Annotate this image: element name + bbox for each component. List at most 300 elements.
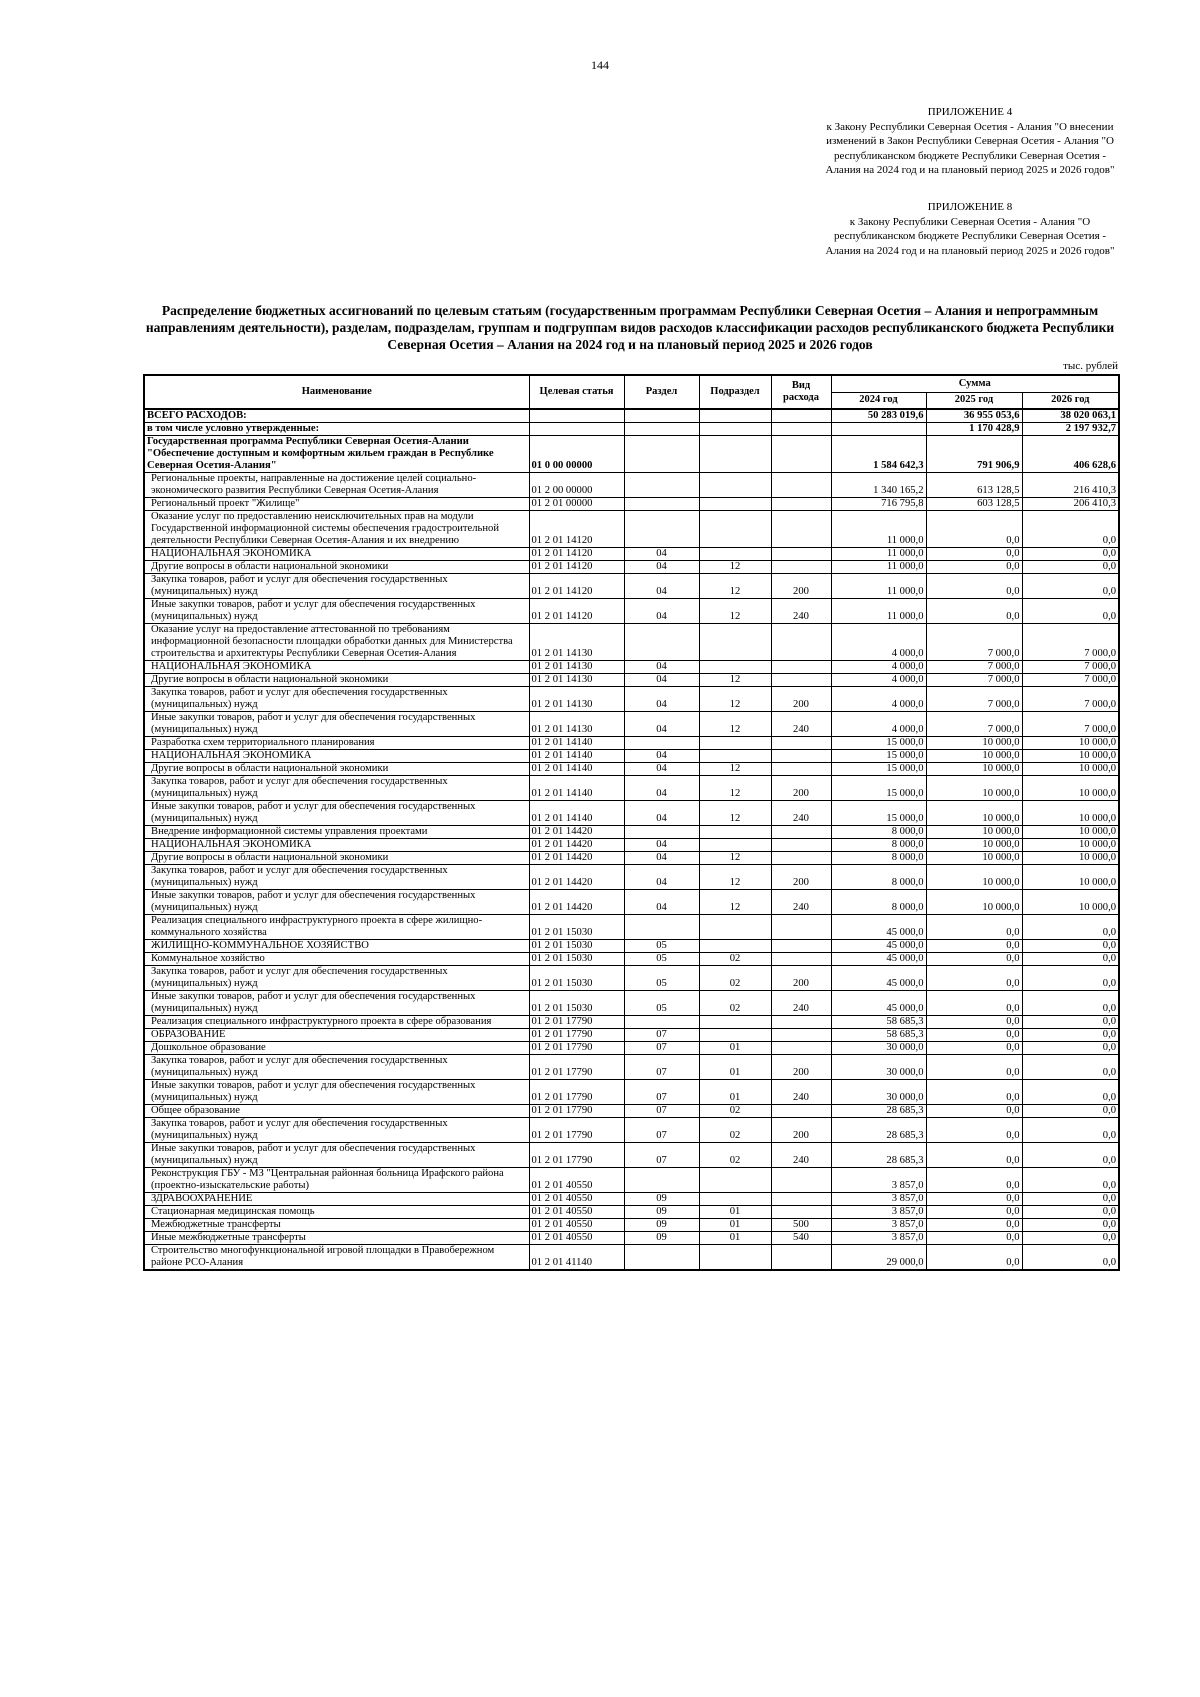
row-sum-2025: 10 000,0 — [926, 839, 1022, 852]
row-target-code: 01 2 01 17790 — [529, 1016, 624, 1029]
row-subsection: 01 — [699, 1042, 771, 1055]
table-row — [144, 548, 1119, 561]
table-row — [144, 750, 1119, 763]
budget-table — [143, 374, 1120, 1271]
row-subsection — [699, 498, 771, 511]
row-sum-2025: 603 128,5 — [926, 498, 1022, 511]
row-target-code: 01 2 01 40550 — [529, 1232, 624, 1245]
row-section: 04 — [624, 776, 699, 801]
row-sum-2024: 45 000,0 — [831, 915, 926, 940]
row-section: 04 — [624, 763, 699, 776]
header-name: Наименование — [144, 375, 529, 409]
row-sum-2026: 10 000,0 — [1022, 737, 1119, 750]
row-sum-2024: 11 000,0 — [831, 599, 926, 624]
row-target-code: 01 2 01 14420 — [529, 865, 624, 890]
row-sum-2025: 0,0 — [926, 940, 1022, 953]
row-kind: 240 — [771, 991, 831, 1016]
row-sum-2026: 0,0 — [1022, 1193, 1119, 1206]
header-section: Раздел — [624, 375, 699, 409]
table-header — [144, 375, 1119, 409]
row-kind — [771, 1016, 831, 1029]
table-row — [144, 1143, 1119, 1168]
table-row — [144, 826, 1119, 839]
row-sum-2024: 11 000,0 — [831, 511, 926, 548]
row-sum-2026: 0,0 — [1022, 1118, 1119, 1143]
row-sum-2024: 28 685,3 — [831, 1118, 926, 1143]
row-subsection — [699, 1245, 771, 1271]
table-row — [144, 865, 1119, 890]
row-sum-2026: 406 628,6 — [1022, 436, 1119, 473]
row-subsection: 02 — [699, 953, 771, 966]
row-subsection: 12 — [699, 890, 771, 915]
row-section: 07 — [624, 1029, 699, 1042]
row-name: Закупка товаров, работ и услуг для обеспечения государственных (муниципальных) нужд — [144, 865, 529, 890]
table-row — [144, 966, 1119, 991]
row-target-code: 01 2 01 17790 — [529, 1029, 624, 1042]
table-row — [144, 687, 1119, 712]
row-target-code: 01 2 01 40550 — [529, 1219, 624, 1232]
row-target-code: 01 0 00 00000 — [529, 436, 624, 473]
row-sum-2025: 7 000,0 — [926, 624, 1022, 661]
row-kind — [771, 826, 831, 839]
row-sum-2024: 3 857,0 — [831, 1219, 926, 1232]
row-sum-2024: 8 000,0 — [831, 890, 926, 915]
row-sum-2025: 0,0 — [926, 1118, 1022, 1143]
row-name: ЗДРАВООХРАНЕНИЕ — [144, 1193, 529, 1206]
table-row — [144, 498, 1119, 511]
row-sum-2024 — [831, 423, 926, 436]
row-subsection — [699, 839, 771, 852]
row-sum-2024: 45 000,0 — [831, 953, 926, 966]
row-name: Реконструкция ГБУ - МЗ "Центральная районная больница Ирафского района (проектно-изыскательские работы) — [144, 1168, 529, 1193]
row-sum-2026: 0,0 — [1022, 1143, 1119, 1168]
table-row — [144, 599, 1119, 624]
row-target-code: 01 2 01 14120 — [529, 548, 624, 561]
row-name: Иные межбюджетные трансферты — [144, 1232, 529, 1245]
row-sum-2025: 36 955 053,6 — [926, 409, 1022, 423]
row-kind: 240 — [771, 1143, 831, 1168]
header-target: Целевая статья — [529, 375, 624, 409]
row-sum-2025: 7 000,0 — [926, 687, 1022, 712]
row-sum-2026: 0,0 — [1022, 1016, 1119, 1029]
row-section: 07 — [624, 1042, 699, 1055]
row-subsection: 12 — [699, 801, 771, 826]
row-section: 09 — [624, 1193, 699, 1206]
row-subsection: 01 — [699, 1219, 771, 1232]
row-sum-2024: 8 000,0 — [831, 839, 926, 852]
row-sum-2026: 0,0 — [1022, 1168, 1119, 1193]
row-sum-2025: 0,0 — [926, 1143, 1022, 1168]
row-sum-2026: 0,0 — [1022, 1042, 1119, 1055]
table-row — [144, 852, 1119, 865]
row-name: Дошкольное образование — [144, 1042, 529, 1055]
row-sum-2024: 28 685,3 — [831, 1105, 926, 1118]
row-sum-2026: 0,0 — [1022, 991, 1119, 1016]
row-subsection: 02 — [699, 1143, 771, 1168]
row-sum-2025: 0,0 — [926, 1232, 1022, 1245]
row-sum-2026: 0,0 — [1022, 1029, 1119, 1042]
table-row — [144, 661, 1119, 674]
row-subsection: 12 — [699, 852, 771, 865]
row-name: Другие вопросы в области национальной экономики — [144, 852, 529, 865]
row-section: 04 — [624, 687, 699, 712]
row-subsection: 12 — [699, 712, 771, 737]
row-kind: 200 — [771, 966, 831, 991]
row-kind: 540 — [771, 1232, 831, 1245]
row-target-code: 01 2 01 14120 — [529, 561, 624, 574]
row-subsection: 12 — [699, 687, 771, 712]
row-section — [624, 737, 699, 750]
row-section: 07 — [624, 1143, 699, 1168]
row-subsection — [699, 548, 771, 561]
row-kind: 240 — [771, 890, 831, 915]
row-sum-2026: 10 000,0 — [1022, 852, 1119, 865]
table-row — [144, 1193, 1119, 1206]
row-sum-2025: 10 000,0 — [926, 750, 1022, 763]
row-kind — [771, 1029, 831, 1042]
table-row — [144, 1016, 1119, 1029]
row-sum-2026: 0,0 — [1022, 1055, 1119, 1080]
row-target-code: 01 2 01 14130 — [529, 674, 624, 687]
table-row — [144, 1080, 1119, 1105]
row-sum-2026: 0,0 — [1022, 561, 1119, 574]
row-name: ОБРАЗОВАНИЕ — [144, 1029, 529, 1042]
row-name: Реализация специального инфраструктурного проекта в сфере жилищно-коммунального хозяйства — [144, 915, 529, 940]
row-kind — [771, 1042, 831, 1055]
row-name: Иные закупки товаров, работ и услуг для обеспечения государственных (муниципальных) нужд — [144, 1080, 529, 1105]
row-subsection — [699, 737, 771, 750]
appendix-8-block — [820, 200, 1120, 258]
row-kind — [771, 423, 831, 436]
row-sum-2025: 791 906,9 — [926, 436, 1022, 473]
table-row — [144, 423, 1119, 436]
row-target-code: 01 2 01 40550 — [529, 1206, 624, 1219]
row-sum-2024: 15 000,0 — [831, 737, 926, 750]
row-sum-2024: 4 000,0 — [831, 674, 926, 687]
row-kind — [771, 409, 831, 423]
row-section: 07 — [624, 1105, 699, 1118]
row-sum-2024: 30 000,0 — [831, 1055, 926, 1080]
header-2025: 2025 год — [926, 392, 1022, 409]
row-name: Внедрение информационной системы управления проектами — [144, 826, 529, 839]
row-sum-2026: 0,0 — [1022, 1232, 1119, 1245]
row-kind — [771, 561, 831, 574]
row-sum-2024: 8 000,0 — [831, 826, 926, 839]
row-subsection: 12 — [699, 763, 771, 776]
row-sum-2026: 38 020 063,1 — [1022, 409, 1119, 423]
row-kind — [771, 750, 831, 763]
row-target-code: 01 2 01 14120 — [529, 511, 624, 548]
row-target-code: 01 2 01 14130 — [529, 661, 624, 674]
row-target-code: 01 2 01 15030 — [529, 991, 624, 1016]
row-target-code: 01 2 01 14140 — [529, 737, 624, 750]
row-name: Коммунальное хозяйство — [144, 953, 529, 966]
row-kind — [771, 511, 831, 548]
row-section — [624, 409, 699, 423]
row-sum-2026: 0,0 — [1022, 548, 1119, 561]
row-kind — [771, 1193, 831, 1206]
row-kind — [771, 498, 831, 511]
row-target-code: 01 2 01 15030 — [529, 953, 624, 966]
row-kind — [771, 940, 831, 953]
row-name: Иные закупки товаров, работ и услуг для обеспечения государственных (муниципальных) нужд — [144, 712, 529, 737]
table-row — [144, 674, 1119, 687]
row-section: 04 — [624, 712, 699, 737]
row-name: Общее образование — [144, 1105, 529, 1118]
row-subsection — [699, 1193, 771, 1206]
row-sum-2025: 0,0 — [926, 574, 1022, 599]
row-sum-2024: 15 000,0 — [831, 763, 926, 776]
table-row — [144, 890, 1119, 915]
table-row — [144, 511, 1119, 548]
row-section: 04 — [624, 865, 699, 890]
row-section: 04 — [624, 839, 699, 852]
table-row — [144, 1042, 1119, 1055]
row-sum-2024: 11 000,0 — [831, 561, 926, 574]
row-sum-2026: 10 000,0 — [1022, 750, 1119, 763]
row-section: 04 — [624, 890, 699, 915]
row-sum-2025: 0,0 — [926, 1168, 1022, 1193]
row-sum-2025: 613 128,5 — [926, 473, 1022, 498]
row-sum-2026: 0,0 — [1022, 915, 1119, 940]
table-row — [144, 1118, 1119, 1143]
row-sum-2024: 4 000,0 — [831, 687, 926, 712]
row-target-code: 01 2 01 14420 — [529, 839, 624, 852]
row-subsection: 12 — [699, 776, 771, 801]
row-subsection: 12 — [699, 599, 771, 624]
row-sum-2025: 0,0 — [926, 1055, 1022, 1080]
row-sum-2024: 29 000,0 — [831, 1245, 926, 1271]
row-subsection: 01 — [699, 1232, 771, 1245]
table-row — [144, 776, 1119, 801]
row-name: Иные закупки товаров, работ и услуг для обеспечения государственных (муниципальных) нужд — [144, 599, 529, 624]
row-subsection — [699, 750, 771, 763]
row-name: Иные закупки товаров, работ и услуг для обеспечения государственных (муниципальных) нужд — [144, 890, 529, 915]
row-sum-2024: 3 857,0 — [831, 1168, 926, 1193]
row-sum-2026: 0,0 — [1022, 1219, 1119, 1232]
row-sum-2024: 50 283 019,6 — [831, 409, 926, 423]
row-sum-2024: 4 000,0 — [831, 624, 926, 661]
table-row — [144, 1219, 1119, 1232]
row-subsection — [699, 1168, 771, 1193]
row-sum-2024: 11 000,0 — [831, 548, 926, 561]
row-name: Оказание услуг по предоставлению неисключительных прав на модули Государственной информационной системы обеспечения градостроительной деятельности Республики Северная Осетия-Алания и их внедрению — [144, 511, 529, 548]
row-target-code: 01 2 01 15030 — [529, 940, 624, 953]
row-target-code: 01 2 01 14120 — [529, 599, 624, 624]
row-sum-2024: 15 000,0 — [831, 801, 926, 826]
row-name: Межбюджетные трансферты — [144, 1219, 529, 1232]
row-sum-2024: 28 685,3 — [831, 1143, 926, 1168]
row-target-code — [529, 409, 624, 423]
row-sum-2026: 206 410,3 — [1022, 498, 1119, 511]
row-kind — [771, 624, 831, 661]
row-kind: 200 — [771, 776, 831, 801]
row-sum-2024: 1 584 642,3 — [831, 436, 926, 473]
appendix-4-block — [820, 105, 1120, 178]
row-kind: 200 — [771, 1055, 831, 1080]
row-name: Иные закупки товаров, работ и услуг для обеспечения государственных (муниципальных) нужд — [144, 991, 529, 1016]
row-target-code: 01 2 01 41140 — [529, 1245, 624, 1271]
row-name: Другие вопросы в области национальной экономики — [144, 763, 529, 776]
row-sum-2024: 45 000,0 — [831, 991, 926, 1016]
row-sum-2025: 7 000,0 — [926, 674, 1022, 687]
row-kind — [771, 1206, 831, 1219]
header-2026: 2026 год — [1022, 392, 1119, 409]
row-name: Закупка товаров, работ и услуг для обеспечения государственных (муниципальных) нужд — [144, 1055, 529, 1080]
row-target-code: 01 2 01 14130 — [529, 687, 624, 712]
table-row — [144, 839, 1119, 852]
row-kind: 500 — [771, 1219, 831, 1232]
appendix-4-text: к Закону Республики Северная Осетия - Алания "О внесении изменений в Закон Республики Северная Осетия - Алания "О республиканском бюджете Республики Северная Осетия - Алания на 2024 год и на плановый период 2025 и 2026 годов" — [825, 120, 1115, 176]
row-target-code — [529, 423, 624, 436]
row-sum-2026: 0,0 — [1022, 511, 1119, 548]
row-subsection — [699, 915, 771, 940]
row-name: Разработка схем территориального планирования — [144, 737, 529, 750]
row-section: 09 — [624, 1219, 699, 1232]
row-kind: 200 — [771, 865, 831, 890]
row-subsection — [699, 473, 771, 498]
row-sum-2026: 0,0 — [1022, 1105, 1119, 1118]
row-target-code: 01 2 01 14120 — [529, 574, 624, 599]
row-section: 04 — [624, 574, 699, 599]
row-sum-2026: 7 000,0 — [1022, 674, 1119, 687]
row-subsection — [699, 1016, 771, 1029]
row-sum-2024: 1 340 165,2 — [831, 473, 926, 498]
row-kind: 240 — [771, 1080, 831, 1105]
row-sum-2026: 7 000,0 — [1022, 661, 1119, 674]
row-sum-2024: 45 000,0 — [831, 940, 926, 953]
table-row — [144, 915, 1119, 940]
row-sum-2026: 0,0 — [1022, 1206, 1119, 1219]
row-section — [624, 624, 699, 661]
row-sum-2025: 0,0 — [926, 1193, 1022, 1206]
row-sum-2025: 0,0 — [926, 561, 1022, 574]
appendix-4-title: ПРИЛОЖЕНИЕ 4 — [927, 106, 1013, 118]
appendix-8-text: к Закону Республики Северная Осетия - Алания "О республиканском бюджете Республики Северная Осетия - Алания на 2024 год и на плановый период 2025 и 2026 годов" — [825, 215, 1115, 257]
row-name: Другие вопросы в области национальной экономики — [144, 674, 529, 687]
row-section: 04 — [624, 548, 699, 561]
row-name: НАЦИОНАЛЬНАЯ ЭКОНОМИКА — [144, 750, 529, 763]
row-sum-2026: 216 410,3 — [1022, 473, 1119, 498]
table-row — [144, 737, 1119, 750]
row-kind — [771, 436, 831, 473]
row-kind — [771, 1245, 831, 1271]
table-row — [144, 801, 1119, 826]
row-name: Строительство многофункциональной игровой площадки в Правобережном районе РСО-Алания — [144, 1245, 529, 1271]
row-sum-2024: 3 857,0 — [831, 1193, 926, 1206]
row-section: 04 — [624, 674, 699, 687]
row-kind — [771, 1168, 831, 1193]
table-row — [144, 1055, 1119, 1080]
row-target-code: 01 2 01 14140 — [529, 750, 624, 763]
row-sum-2026: 10 000,0 — [1022, 763, 1119, 776]
row-kind — [771, 852, 831, 865]
row-sum-2025: 0,0 — [926, 599, 1022, 624]
row-name: Закупка товаров, работ и услуг для обеспечения государственных (муниципальных) нужд — [144, 687, 529, 712]
row-kind: 240 — [771, 599, 831, 624]
row-sum-2024: 4 000,0 — [831, 661, 926, 674]
row-subsection — [699, 940, 771, 953]
row-target-code: 01 2 01 14420 — [529, 890, 624, 915]
header-sum: Сумма — [831, 375, 1119, 392]
row-section: 09 — [624, 1206, 699, 1219]
table-row — [144, 1245, 1119, 1271]
row-subsection — [699, 423, 771, 436]
row-sum-2026: 7 000,0 — [1022, 712, 1119, 737]
row-subsection: 02 — [699, 991, 771, 1016]
row-target-code: 01 2 01 14140 — [529, 776, 624, 801]
row-kind — [771, 1105, 831, 1118]
row-sum-2025: 0,0 — [926, 1105, 1022, 1118]
row-name: Закупка товаров, работ и услуг для обеспечения государственных (муниципальных) нужд — [144, 966, 529, 991]
row-sum-2024: 4 000,0 — [831, 712, 926, 737]
table-row — [144, 1168, 1119, 1193]
row-kind — [771, 763, 831, 776]
row-section: 04 — [624, 801, 699, 826]
row-sum-2024: 716 795,8 — [831, 498, 926, 511]
row-target-code: 01 2 01 00000 — [529, 498, 624, 511]
row-kind — [771, 953, 831, 966]
row-kind: 200 — [771, 687, 831, 712]
row-sum-2025: 0,0 — [926, 1080, 1022, 1105]
row-section — [624, 826, 699, 839]
table-row — [144, 624, 1119, 661]
row-name: ВСЕГО РАСХОДОВ: — [144, 409, 529, 423]
row-section: 07 — [624, 1118, 699, 1143]
row-sum-2025: 10 000,0 — [926, 737, 1022, 750]
row-target-code: 01 2 01 14130 — [529, 712, 624, 737]
row-target-code: 01 2 01 14140 — [529, 801, 624, 826]
row-sum-2026: 0,0 — [1022, 1080, 1119, 1105]
row-sum-2024: 58 685,3 — [831, 1029, 926, 1042]
row-sum-2025: 10 000,0 — [926, 776, 1022, 801]
row-target-code: 01 2 01 14140 — [529, 763, 624, 776]
row-section — [624, 1168, 699, 1193]
header-2024: 2024 год — [831, 392, 926, 409]
row-name: Стационарная медицинская помощь — [144, 1206, 529, 1219]
row-section: 04 — [624, 750, 699, 763]
row-sum-2024: 45 000,0 — [831, 966, 926, 991]
row-subsection: 01 — [699, 1206, 771, 1219]
row-sum-2025: 7 000,0 — [926, 712, 1022, 737]
row-section: 07 — [624, 1055, 699, 1080]
row-section — [624, 511, 699, 548]
row-sum-2024: 8 000,0 — [831, 865, 926, 890]
row-name: Закупка товаров, работ и услуг для обеспечения государственных (муниципальных) нужд — [144, 574, 529, 599]
row-section: 05 — [624, 966, 699, 991]
row-subsection — [699, 436, 771, 473]
row-section: 04 — [624, 599, 699, 624]
row-sum-2025: 10 000,0 — [926, 865, 1022, 890]
row-subsection: 12 — [699, 674, 771, 687]
row-sum-2024: 3 857,0 — [831, 1232, 926, 1245]
row-subsection: 01 — [699, 1080, 771, 1105]
row-kind — [771, 915, 831, 940]
table-row — [144, 1105, 1119, 1118]
row-kind — [771, 674, 831, 687]
row-kind: 240 — [771, 801, 831, 826]
row-subsection — [699, 826, 771, 839]
units-label: тыс. рублей — [1063, 360, 1118, 372]
row-sum-2025: 0,0 — [926, 966, 1022, 991]
row-sum-2024: 30 000,0 — [831, 1042, 926, 1055]
row-sum-2024: 15 000,0 — [831, 750, 926, 763]
row-subsection — [699, 409, 771, 423]
row-sum-2024: 58 685,3 — [831, 1016, 926, 1029]
row-sum-2025: 0,0 — [926, 511, 1022, 548]
document-title: Распределение бюджетных ассигнований по целевым статьям (государственным программам Республики Северная Осетия – Алания и непрограммным направлениям деятельности), разделам, подразделам, группам и подгруппам видов расходов классификации расходов республиканского бюджета Республики Северная Осетия – Алания на 2024 год и на плановый период 2025 и 2026 годов — [145, 303, 1115, 352]
row-section: 07 — [624, 1080, 699, 1105]
